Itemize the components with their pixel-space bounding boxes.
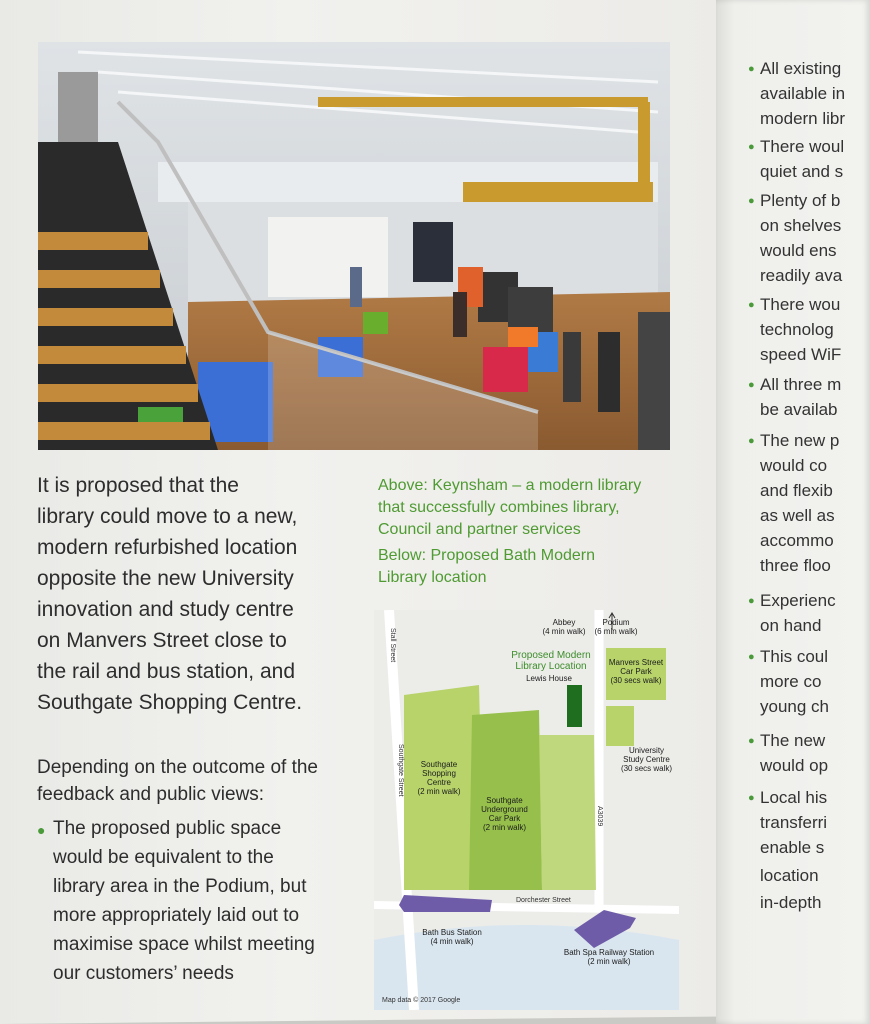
bullet-line: more appropriately laid out to: [53, 905, 300, 926]
right-text: on hand: [760, 616, 822, 635]
right-text: technolog: [760, 320, 834, 339]
label-abbey: [534, 618, 594, 636]
right-text: Experienc: [760, 591, 836, 610]
right-text: This coul: [760, 647, 829, 666]
bullet-line: maximise space whilst meeting: [53, 934, 315, 955]
right-line: [748, 644, 829, 669]
right-line: [748, 428, 840, 453]
bullet-icon: ●: [748, 651, 755, 663]
label-southgate-car-park: [472, 796, 537, 832]
label-university-centre: [614, 746, 679, 773]
right-text: in-depth: [760, 893, 822, 912]
proposal-line: Southgate Shopping Centre.: [37, 691, 303, 714]
label-manvers-car-park: [602, 658, 670, 685]
proposal-line: the rail and bus station, and: [37, 660, 296, 683]
bullet-line: would be equivalent to the: [53, 847, 274, 868]
caption-line: Above: Keynsham – a modern library: [378, 477, 642, 494]
right-text: available in: [760, 84, 846, 103]
label-line: (2 min walk): [417, 787, 461, 796]
label-proposed-library: [496, 650, 606, 672]
proposal-paragraph: [37, 470, 367, 718]
right-text: location: [760, 866, 819, 885]
label-southgate-centre: [409, 760, 469, 796]
label-line: Southgate: [420, 760, 458, 769]
bullet-line: The proposed public space: [53, 818, 282, 839]
right-text: The new p: [760, 431, 840, 450]
feedback-section: [37, 754, 367, 988]
label-line: Bath Spa Railway Station: [563, 948, 655, 957]
right-text: All three m: [760, 375, 842, 394]
street-southgate: Southgate Street: [397, 744, 404, 797]
bullet-text: [53, 814, 315, 988]
right-text: Local his: [760, 788, 828, 807]
right-line: [748, 292, 841, 317]
proposal-line: library could move to a new,: [37, 505, 298, 528]
right-text: modern libr: [760, 109, 846, 128]
bullet-icon: ●: [748, 63, 755, 75]
right-text: All existing: [760, 59, 842, 78]
right-line: [760, 528, 834, 553]
intro-line: Depending on the outcome of the: [37, 757, 318, 778]
right-line: [760, 669, 821, 694]
right-text: as well as: [760, 506, 835, 525]
label-rail-station: [554, 948, 664, 966]
label-line: (6 min walk): [594, 627, 638, 636]
street-dorchester: Dorchester Street: [516, 897, 571, 904]
bullet-icon: ●: [748, 299, 755, 311]
right-text: quiet and s: [760, 162, 844, 181]
bullet-icon: ●: [748, 195, 755, 207]
label-line: (4 min walk): [430, 937, 474, 946]
proposal-line: on Manvers Street close to: [37, 629, 287, 652]
bullet-icon: ●: [748, 141, 755, 153]
label-line: Car Park: [620, 667, 652, 676]
right-line: [760, 213, 841, 238]
bullet-icon: ●: [748, 379, 755, 391]
label-line: (30 secs walk): [610, 676, 662, 685]
right-line: [760, 317, 834, 342]
caption-above: [378, 475, 688, 541]
label-line: (4 min walk): [542, 627, 586, 636]
label-line: Southgate: [486, 796, 523, 805]
right-text: readily ava: [760, 266, 843, 285]
bullet-icon: ●: [748, 792, 755, 804]
label-bus-station: [412, 928, 492, 946]
right-text: young ch: [760, 697, 829, 716]
label-line: Shopping: [422, 769, 456, 778]
right-text: more co: [760, 672, 822, 691]
label-line: Study Centre: [623, 755, 670, 764]
caption-line: that successfully combines library,: [378, 499, 620, 516]
label-podium: [586, 618, 646, 636]
right-line: [760, 553, 831, 578]
intro-line: feedback and public views:: [37, 784, 265, 805]
bullet-icon: ●: [37, 822, 46, 838]
right-text: accommo: [760, 531, 834, 550]
right-line: [748, 728, 826, 753]
right-text: and flexib: [760, 481, 833, 500]
right-line: [760, 890, 821, 915]
proposal-line: It is proposed that the: [37, 474, 239, 497]
bullet-icon: ●: [748, 735, 755, 747]
right-line: [760, 453, 827, 478]
label-line: (30 secs walk): [620, 764, 673, 773]
caption-line: Council and partner services: [378, 521, 581, 538]
bullet-icon: ●: [748, 595, 755, 607]
caption-line: Below: Proposed Bath Modern: [378, 547, 596, 564]
right-line: [760, 159, 843, 184]
street-stall: Stall Street: [389, 628, 396, 663]
proposal-line: opposite the new University: [37, 567, 294, 590]
right-text: be availab: [760, 400, 838, 419]
right-line: [760, 81, 845, 106]
label-line: Proposed Modern: [511, 650, 591, 661]
label-lewis-house: Lewis House: [526, 674, 572, 683]
right-line: [760, 810, 827, 835]
bullet-icon: ●: [748, 435, 755, 447]
label-line: Car Park: [488, 814, 521, 823]
right-line: [760, 106, 845, 131]
right-line: [760, 613, 821, 638]
label-line: Podium: [602, 618, 630, 627]
label-line: Library Location: [515, 661, 587, 672]
proposal-line: innovation and study centre: [37, 598, 294, 621]
right-text: There woul: [760, 137, 845, 156]
label-line: Underground: [481, 805, 528, 814]
right-line: [748, 134, 845, 159]
right-text: would ens: [760, 241, 837, 260]
proposal-line: modern refurbished location: [37, 536, 298, 559]
bullet-line: our customers’ needs: [53, 963, 234, 984]
street-a3039: A3039: [596, 806, 603, 827]
library-interior-photo: [38, 42, 670, 450]
label-line: University: [628, 746, 665, 755]
map-credit: Map data © 2017 Google: [382, 997, 461, 1004]
right-line: [760, 694, 829, 719]
right-line: [760, 478, 833, 503]
right-line: [760, 342, 841, 367]
label-line: Abbey: [552, 618, 576, 627]
caption-line: Library location: [378, 569, 487, 586]
right-text: There wou: [760, 295, 841, 314]
label-line: Bath Bus Station: [422, 928, 482, 937]
right-text: Plenty of b: [760, 191, 841, 210]
right-line: [748, 588, 836, 613]
right-text: speed WiF: [760, 345, 842, 364]
right-text: on shelves: [760, 216, 842, 235]
bullet-line: library area in the Podium, but: [53, 876, 307, 897]
caption-below: [378, 545, 688, 589]
right-line: [748, 56, 842, 81]
right-text: three floo: [760, 556, 831, 575]
photo-captions: [378, 475, 688, 593]
right-line: [760, 863, 819, 888]
right-text: transferri: [760, 813, 828, 832]
right-line: [760, 753, 828, 778]
right-line: [748, 785, 828, 810]
label-line: (2 min walk): [587, 957, 631, 966]
right-line: [748, 188, 841, 213]
label-line: Centre: [426, 778, 451, 787]
label-line: (2 min walk): [482, 823, 527, 832]
right-line: [760, 835, 824, 860]
right-text: The new: [760, 731, 826, 750]
right-line: [748, 372, 842, 397]
right-line: [760, 503, 835, 528]
right-text: would co: [760, 456, 828, 475]
right-line: [760, 238, 837, 263]
right-text: would op: [760, 756, 829, 775]
bullet-public-space: [37, 814, 367, 988]
right-line: [760, 263, 842, 288]
location-map: [374, 610, 679, 1010]
right-text: enable s: [760, 838, 825, 857]
right-line: [760, 397, 838, 422]
label-line: Manvers Street: [608, 658, 664, 667]
